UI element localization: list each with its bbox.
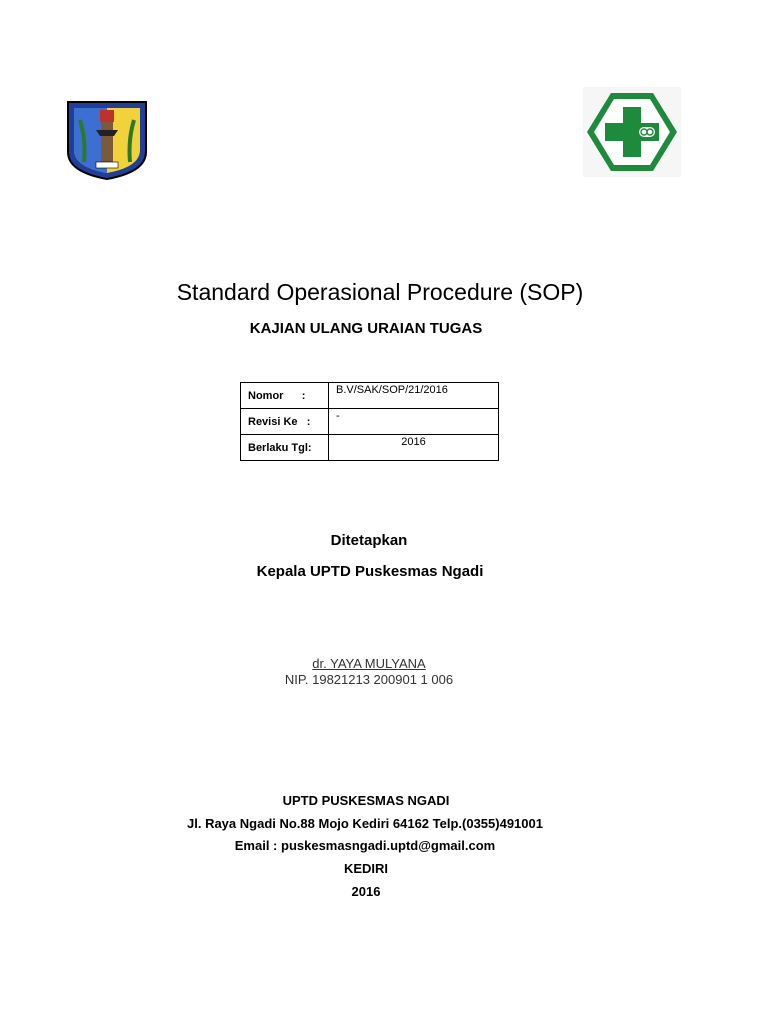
document-subtitle: KAJIAN ULANG URAIAN TUGAS xyxy=(249,320,483,337)
footer-year: 2016 xyxy=(351,884,381,899)
regency-coat-of-arms-icon xyxy=(66,100,148,180)
footer-city: KEDIRI xyxy=(343,861,389,876)
puskesmas-green-cross-icon xyxy=(583,87,681,177)
document-title: Standard Operasional Procedure (SOP) xyxy=(176,279,584,305)
signer-nip: NIP. 19821213 200901 1 006 xyxy=(284,672,454,687)
revisi-label: Revisi Ke : xyxy=(241,409,329,435)
approval-heading: Ditetapkan xyxy=(330,532,408,549)
berlaku-label: Berlaku Tgl: xyxy=(241,435,329,461)
footer-institution: UPTD PUSKESMAS NGADI xyxy=(282,793,450,808)
signer-name: dr. YAYA MULYANA xyxy=(312,656,426,671)
revisi-value: - xyxy=(329,409,499,435)
table-row xyxy=(241,435,499,461)
footer-email: Email : puskesmasngadi.uptd@gmail.com xyxy=(234,838,496,853)
nomor-label: Nomor : xyxy=(241,383,329,409)
table-row xyxy=(241,409,499,435)
berlaku-value: 2016 xyxy=(329,435,499,461)
approval-role: Kepala UPTD Puskesmas Ngadi xyxy=(256,563,484,580)
document-info-table xyxy=(240,382,499,461)
footer-address: Jl. Raya Ngadi No.88 Mojo Kediri 64162 Telp.(0355)491001 xyxy=(187,816,543,831)
nomor-value: B.V/SAK/SOP/21/2016 xyxy=(329,383,499,409)
table-row xyxy=(241,383,499,409)
